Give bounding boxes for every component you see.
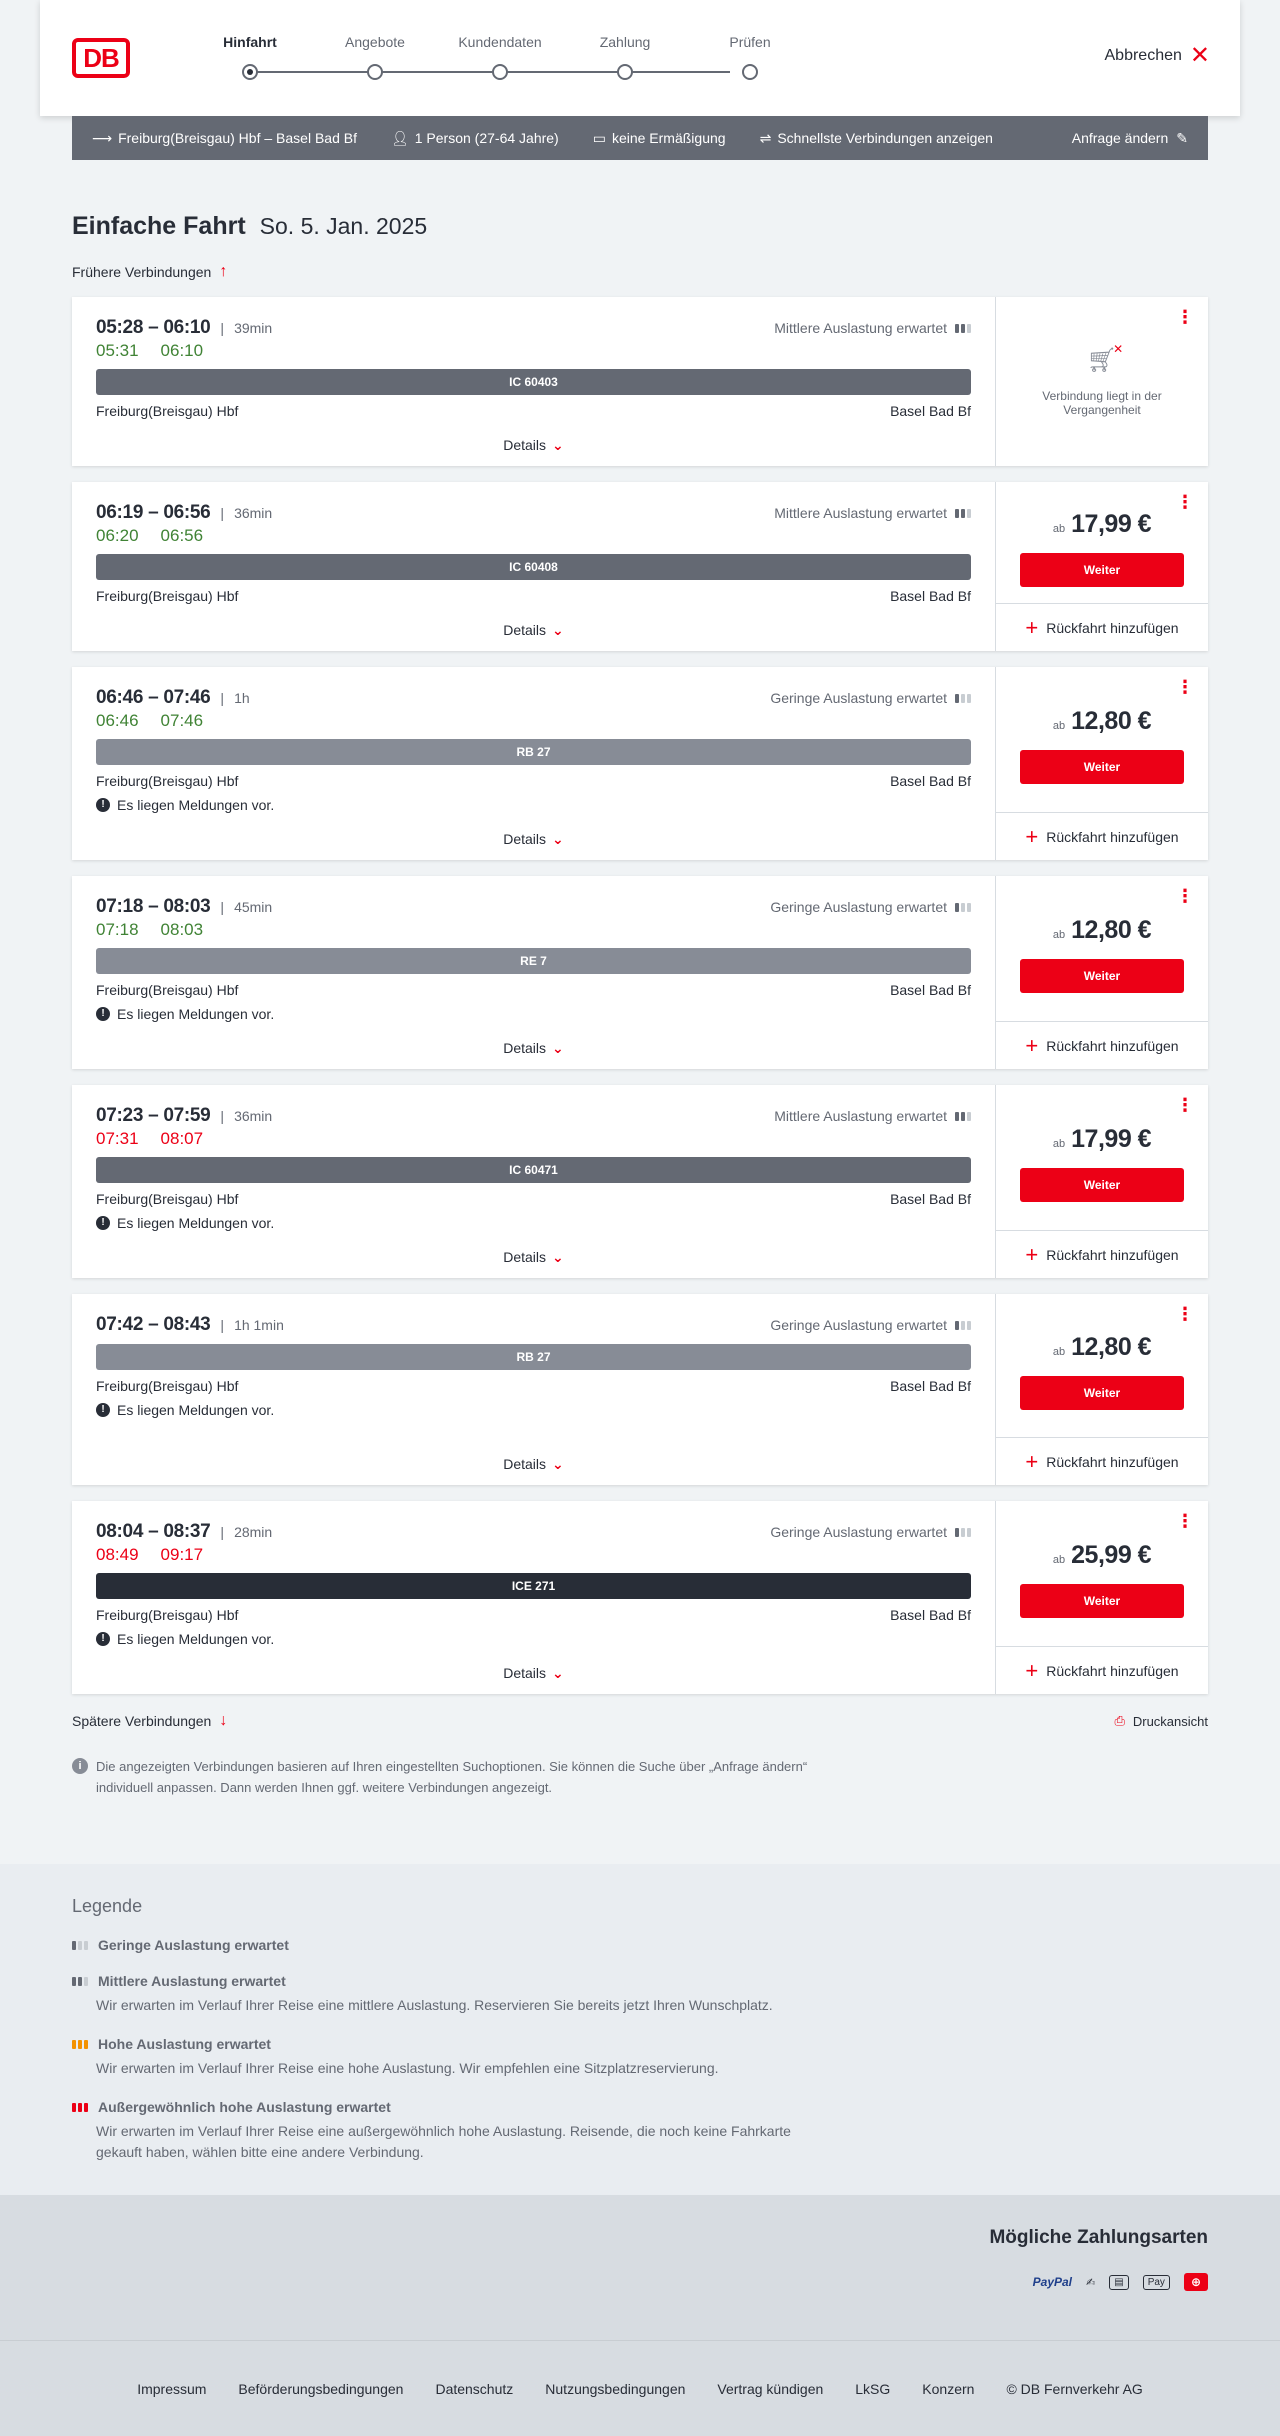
chevron-down-icon: ⌄ xyxy=(552,1040,564,1056)
time-row xyxy=(96,317,971,339)
chevron-down-icon: ⌄ xyxy=(552,437,564,453)
stations-row xyxy=(96,1378,971,1394)
step-dot xyxy=(617,64,633,80)
db-pay-icon: ⊕ xyxy=(1184,2273,1208,2291)
destination-station: Basel Bad Bf xyxy=(890,588,971,604)
step-angebote: Angebote xyxy=(315,34,435,80)
list-footer-links xyxy=(72,1712,1208,1730)
step-dot xyxy=(492,64,508,80)
train-bar[interactable]: RB 27 xyxy=(96,739,971,765)
direct-debit-icon: ✍ xyxy=(1086,2276,1096,2289)
scheduled-times: 06:46 – 07:46 xyxy=(96,687,211,708)
offer-panel xyxy=(995,667,1208,860)
train-bar[interactable]: RB 27 xyxy=(96,1344,971,1370)
occupancy-icon xyxy=(955,903,971,912)
chevron-down-icon: ⌄ xyxy=(552,1456,564,1472)
realtime-row xyxy=(96,711,971,731)
stations-row xyxy=(96,1191,971,1207)
realtime-arrival: 06:56 xyxy=(160,526,204,545)
price: ab 12,80 € xyxy=(1052,1333,1152,1361)
separator: | xyxy=(220,1317,225,1333)
price-value: 12,80 € xyxy=(1071,916,1152,944)
offer-panel xyxy=(995,876,1208,1069)
connection-card xyxy=(72,297,1208,466)
occupancy-indicator: Mittlere Auslastung erwartet xyxy=(774,505,971,521)
connection-info xyxy=(72,876,995,1069)
time-row xyxy=(96,687,971,709)
chevron-down-icon: ⌄ xyxy=(552,622,564,638)
details-toggle[interactable]: Details ⌄ xyxy=(503,1456,564,1472)
price: ab 25,99 € xyxy=(1052,1541,1152,1569)
details-toggle[interactable]: Details ⌄ xyxy=(503,831,564,847)
duration: 1h xyxy=(234,690,250,706)
connection-card xyxy=(72,876,1208,1069)
persons-summary: 👤︎ 1 Person (27-64 Jahre) xyxy=(390,129,559,146)
alert-icon: ! xyxy=(96,1632,110,1646)
train-bar[interactable]: RE 7 xyxy=(96,948,971,974)
stations-row xyxy=(96,1607,971,1623)
plus-icon: + xyxy=(1025,1032,1039,1058)
scheduled-times: 07:18 – 08:03 xyxy=(96,896,211,917)
destination-station: Basel Bad Bf xyxy=(890,1191,971,1207)
payment-methods-section xyxy=(0,2195,1280,2340)
details-toggle[interactable]: Details ⌄ xyxy=(503,437,564,453)
stations-row xyxy=(96,982,971,998)
train-bar[interactable]: ICE 271 xyxy=(96,1573,971,1599)
load-medium-icon xyxy=(72,1977,88,1986)
add-return-trip-button[interactable]: + Rückfahrt hinzufügen xyxy=(996,1646,1208,1694)
origin-station: Freiburg(Breisgau) Hbf xyxy=(96,1607,239,1623)
duration: 45min xyxy=(234,899,273,915)
price-value: 12,80 € xyxy=(1071,707,1152,735)
realtime-row xyxy=(96,526,971,546)
step-hinfahrt: Hinfahrt xyxy=(190,34,310,80)
progress-stepper xyxy=(210,34,770,84)
messages-notice: ! Es liegen Meldungen vor. xyxy=(96,1215,971,1231)
card-icon: ▭ xyxy=(592,129,606,146)
realtime-departure: 05:31 xyxy=(96,341,139,360)
more-options-icon[interactable]: ⋮ xyxy=(1176,677,1194,697)
details-toggle[interactable]: Details ⌄ xyxy=(503,622,564,638)
realtime-arrival: 07:46 xyxy=(160,711,204,730)
travel-date: So. 5. Jan. 2025 xyxy=(259,213,428,239)
load-high-icon xyxy=(72,2040,88,2049)
chevron-down-icon: ⌄ xyxy=(552,1665,564,1681)
continue-button[interactable]: Weiter xyxy=(1020,1584,1184,1618)
offer-panel xyxy=(995,297,1208,466)
add-return-trip-button[interactable]: + Rückfahrt hinzufügen xyxy=(996,812,1208,860)
add-return-trip-button[interactable]: + Rückfahrt hinzufügen xyxy=(996,603,1208,651)
duration: 28min xyxy=(234,1524,273,1540)
footer-link-nutzungsbedingungen[interactable]: Nutzungsbedingungen xyxy=(545,2380,686,2397)
origin-station: Freiburg(Breisgau) Hbf xyxy=(96,588,239,604)
realtime-departure: 07:18 xyxy=(96,920,139,939)
time-row xyxy=(96,1521,971,1543)
destination-station: Basel Bad Bf xyxy=(890,1607,971,1623)
chevron-down-icon: ⌄ xyxy=(552,1249,564,1265)
step-dot xyxy=(742,64,758,80)
step-dot xyxy=(242,64,258,80)
connection-list xyxy=(72,297,1208,1694)
plus-icon: + xyxy=(1025,614,1039,640)
offer-panel xyxy=(995,1085,1208,1278)
price-value: 17,99 € xyxy=(1071,1125,1152,1153)
step-pruefen: Prüfen xyxy=(690,34,810,80)
price: ab 12,80 € xyxy=(1052,707,1152,735)
plus-icon: + xyxy=(1025,1241,1039,1267)
discount-summary: ▭ keine Ermäßigung xyxy=(592,129,726,146)
credit-card-icon: ▤ xyxy=(1109,2275,1128,2290)
legend-section xyxy=(0,1864,1280,2195)
separator: | xyxy=(220,1108,225,1124)
more-options-icon[interactable]: ⋮ xyxy=(1176,1511,1194,1531)
price-value: 17,99 € xyxy=(1071,510,1152,538)
db-logo[interactable]: DB xyxy=(72,38,130,78)
separator: | xyxy=(220,320,225,336)
connection-card xyxy=(72,1501,1208,1694)
change-request-button[interactable]: Anfrage ändern ✎ xyxy=(1071,129,1188,146)
more-options-icon[interactable]: ⋮ xyxy=(1176,1304,1194,1324)
scheduled-times: 07:23 – 07:59 xyxy=(96,1105,211,1126)
messages-notice: ! Es liegen Meldungen vor. xyxy=(96,1402,971,1418)
train-bar[interactable]: IC 60408 xyxy=(96,554,971,580)
origin-station: Freiburg(Breisgau) Hbf xyxy=(96,773,239,789)
realtime-departure: 08:49 xyxy=(96,1545,139,1564)
realtime-row xyxy=(96,1545,971,1565)
separator: | xyxy=(220,690,225,706)
price-value: 12,80 € xyxy=(1071,1333,1152,1361)
price: ab 17,99 € xyxy=(1052,1125,1152,1153)
realtime-arrival: 08:07 xyxy=(160,1129,204,1148)
alert-icon: ! xyxy=(96,1007,110,1021)
scheduled-times: 08:04 – 08:37 xyxy=(96,1521,211,1542)
occupancy-indicator: Geringe Auslastung erwartet xyxy=(770,690,971,706)
connection-card xyxy=(72,667,1208,860)
legend-title: Legende xyxy=(72,1896,143,1916)
arrow-down-icon: ↓ xyxy=(219,1712,228,1729)
stations-row xyxy=(96,588,971,604)
plus-icon: + xyxy=(1025,823,1039,849)
offer-panel xyxy=(995,1294,1208,1485)
separator: | xyxy=(220,1524,225,1540)
more-options-icon[interactable]: ⋮ xyxy=(1176,492,1194,512)
connection-info xyxy=(72,297,995,466)
occupancy-icon xyxy=(955,1112,971,1121)
destination-station: Basel Bad Bf xyxy=(890,1378,971,1394)
occupancy-icon xyxy=(955,1321,971,1330)
continue-button[interactable]: Weiter xyxy=(1020,1376,1184,1410)
pencil-icon: ✎ xyxy=(1176,129,1188,146)
legend-item-high: Hohe Auslastung erwartet Wir erwarten im Verlauf Ihrer Reise eine hohe Auslastung. Wir empfehlen eine Sitzplatzreservierung. xyxy=(72,2036,1208,2079)
alert-icon: ! xyxy=(96,1216,110,1230)
payment-title: Mögliche Zahlungsarten xyxy=(989,2227,1208,2248)
person-icon: 👤︎ xyxy=(390,129,409,146)
occupancy-icon xyxy=(955,324,971,333)
realtime-departure: 06:46 xyxy=(96,711,139,730)
continue-button[interactable]: Weiter xyxy=(1020,553,1184,587)
continue-button[interactable]: Weiter xyxy=(1020,750,1184,784)
footer-link-lksg[interactable]: LkSG xyxy=(855,2380,891,2397)
booking-header xyxy=(40,0,1240,116)
search-summary-bar xyxy=(72,116,1208,160)
connection-card xyxy=(72,1085,1208,1278)
origin-station: Freiburg(Breisgau) Hbf xyxy=(96,403,239,419)
destination-station: Basel Bad Bf xyxy=(890,403,971,419)
past-connection-notice: 🛒︎ ✕ Verbindung liegt in der Vergangenheit xyxy=(1042,342,1162,417)
price: ab 12,80 € xyxy=(1052,916,1152,944)
messages-notice: ! Es liegen Meldungen vor. xyxy=(96,1006,971,1022)
step-zahlung: Zahlung xyxy=(565,34,685,80)
printer-icon: ⎙ xyxy=(1114,1713,1125,1728)
realtime-arrival: 09:17 xyxy=(160,1545,204,1564)
footer-link-datenschutz[interactable]: Datenschutz xyxy=(435,2380,514,2397)
occupancy-indicator: Geringe Auslastung erwartet xyxy=(770,1317,971,1333)
load-very-high-icon xyxy=(72,2103,88,2112)
realtime-row xyxy=(96,341,971,361)
arrow-up-icon: ↑ xyxy=(219,263,228,280)
realtime-arrival: 06:10 xyxy=(160,341,204,360)
chevron-down-icon: ⌄ xyxy=(552,831,564,847)
results-main xyxy=(72,212,1208,1798)
plus-icon: + xyxy=(1025,1657,1039,1683)
cancel-button[interactable] xyxy=(1104,42,1211,69)
earlier-connections-link[interactable]: Frühere Verbindungen ↑ xyxy=(72,263,228,280)
alert-icon: ! xyxy=(96,1403,110,1417)
paypal-icon: PayPal xyxy=(1032,2275,1073,2289)
stations-row xyxy=(96,403,971,419)
occupancy-indicator: Geringe Auslastung erwartet xyxy=(770,899,971,915)
legend-item-very-high: Außergewöhnlich hohe Auslastung erwartet Wir erwarten im Verlauf Ihrer Reise eine außergewöhnlich hohe Auslastung. Reisende, die noch keine Fahrkarte gekauft haben, wählen bitte eine andere Verbindung. xyxy=(72,2099,1208,2163)
connection-info xyxy=(72,482,995,651)
legend-item-low: Geringe Auslastung erwartet xyxy=(72,1937,1208,1953)
realtime-departure: 06:20 xyxy=(96,526,139,545)
connection-info xyxy=(72,1294,995,1485)
realtime-row xyxy=(96,1129,971,1149)
fastest-summary: ⇌ Schnellste Verbindungen anzeigen xyxy=(759,129,993,146)
cart-unavailable-icon: 🛒︎ ✕ xyxy=(1086,342,1124,374)
duration: 36min xyxy=(234,1108,273,1124)
offer-panel xyxy=(995,1501,1208,1694)
occupancy-icon xyxy=(955,694,971,703)
page-heading xyxy=(72,212,1208,241)
connection-card xyxy=(72,1294,1208,1485)
destination-station: Basel Bad Bf xyxy=(890,982,971,998)
alert-icon: ! xyxy=(96,798,110,812)
sliders-icon: ⇌ xyxy=(759,129,772,146)
cancel-label: Abbrechen xyxy=(1104,47,1182,64)
realtime-row xyxy=(96,920,971,940)
scheduled-times: 05:28 – 06:10 xyxy=(96,317,211,338)
occupancy-indicator: Mittlere Auslastung erwartet xyxy=(774,1108,971,1124)
duration: 39min xyxy=(234,320,273,336)
later-connections-link[interactable]: Spätere Verbindungen ↓ xyxy=(72,1712,228,1729)
price-value: 25,99 € xyxy=(1071,1541,1152,1569)
footer-link-konzern[interactable]: Konzern xyxy=(922,2380,975,2397)
apple-pay-icon: Pay xyxy=(1143,2275,1170,2290)
time-row xyxy=(96,896,971,918)
step-kundendaten: Kundendaten xyxy=(440,34,560,80)
details-toggle[interactable]: Details ⌄ xyxy=(503,1249,564,1265)
time-row xyxy=(96,502,971,524)
messages-notice: ! Es liegen Meldungen vor. xyxy=(96,1631,971,1647)
search-info-note: i Die angezeigten Verbindungen basieren auf Ihren eingestellten Suchoptionen. Sie können die Suche über „Anfrage ändern“ individuell anpassen. Dann werden Ihnen ggf. weitere Verbindungen angezeigt. xyxy=(72,1756,832,1798)
connection-info xyxy=(72,1085,995,1278)
page-footer xyxy=(0,2340,1280,2436)
time-row xyxy=(96,1314,971,1336)
separator: | xyxy=(220,505,225,521)
duration: 1h 1min xyxy=(234,1317,284,1333)
print-view-link[interactable]: ⎙ Druckansicht xyxy=(1114,1713,1208,1729)
footer-link-impressum[interactable]: Impressum xyxy=(137,2380,207,2397)
info-icon: i xyxy=(72,1758,88,1774)
occupancy-indicator: Geringe Auslastung erwartet xyxy=(770,1524,971,1540)
step-dot xyxy=(367,64,383,80)
offer-panel xyxy=(995,482,1208,651)
footer-link-vertrag-kuendigen[interactable]: Vertrag kündigen xyxy=(717,2380,824,2397)
footer-link-befoerderungsbedingungen[interactable]: Beförderungsbedingungen xyxy=(238,2380,404,2397)
time-row xyxy=(96,1105,971,1127)
destination-station: Basel Bad Bf xyxy=(890,773,971,789)
connection-info xyxy=(72,1501,995,1694)
connection-card xyxy=(72,482,1208,651)
continue-button[interactable]: Weiter xyxy=(1020,959,1184,993)
realtime-departure: 07:31 xyxy=(96,1129,139,1148)
load-low-icon xyxy=(72,1941,88,1950)
continue-button[interactable]: Weiter xyxy=(1020,1168,1184,1202)
route-summary: ⟶ Freiburg(Breisgau) Hbf – Basel Bad Bf xyxy=(92,129,357,146)
origin-station: Freiburg(Breisgau) Hbf xyxy=(96,1191,239,1207)
connection-info xyxy=(72,667,995,860)
price: ab 17,99 € xyxy=(1052,510,1152,538)
separator: | xyxy=(220,899,225,915)
legend-item-medium: Mittlere Auslastung erwartet Wir erwarten im Verlauf Ihrer Reise eine mittlere Auslastung. Reservieren Sie bereits jetzt Ihren Wunschplatz. xyxy=(72,1973,1208,2016)
details-toggle[interactable]: Details ⌄ xyxy=(503,1040,564,1056)
more-options-icon[interactable]: ⋮ xyxy=(1176,886,1194,906)
scheduled-times: 07:42 – 08:43 xyxy=(96,1314,211,1335)
realtime-arrival: 08:03 xyxy=(160,920,204,939)
origin-station: Freiburg(Breisgau) Hbf xyxy=(96,1378,239,1394)
add-return-trip-button[interactable]: + Rückfahrt hinzufügen xyxy=(996,1437,1208,1485)
train-bar[interactable]: IC 60471 xyxy=(96,1157,971,1183)
details-toggle[interactable]: Details ⌄ xyxy=(503,1665,564,1681)
page-title: Einfache Fahrt xyxy=(72,212,246,240)
close-icon: ✕ xyxy=(1189,42,1210,69)
occupancy-icon xyxy=(955,1528,971,1537)
train-bar[interactable]: IC 60403 xyxy=(96,369,971,395)
scheduled-times: 06:19 – 06:56 xyxy=(96,502,211,523)
messages-notice: ! Es liegen Meldungen vor. xyxy=(96,797,971,813)
payment-icons xyxy=(1033,2273,1208,2291)
add-return-trip-button[interactable]: + Rückfahrt hinzufügen xyxy=(996,1021,1208,1069)
origin-station: Freiburg(Breisgau) Hbf xyxy=(96,982,239,998)
occupancy-icon xyxy=(955,509,971,518)
more-options-icon[interactable]: ⋮ xyxy=(1176,1095,1194,1115)
plus-icon: + xyxy=(1025,1448,1039,1474)
occupancy-indicator: Mittlere Auslastung erwartet xyxy=(774,320,971,336)
stations-row xyxy=(96,773,971,789)
footer-copyright: © DB Fernverkehr AG xyxy=(1006,2380,1143,2397)
more-options-icon[interactable]: ⋮ xyxy=(1176,307,1194,327)
duration: 36min xyxy=(234,505,273,521)
add-return-trip-button[interactable]: + Rückfahrt hinzufügen xyxy=(996,1230,1208,1278)
arrow-right-icon: ⟶ xyxy=(92,129,113,146)
